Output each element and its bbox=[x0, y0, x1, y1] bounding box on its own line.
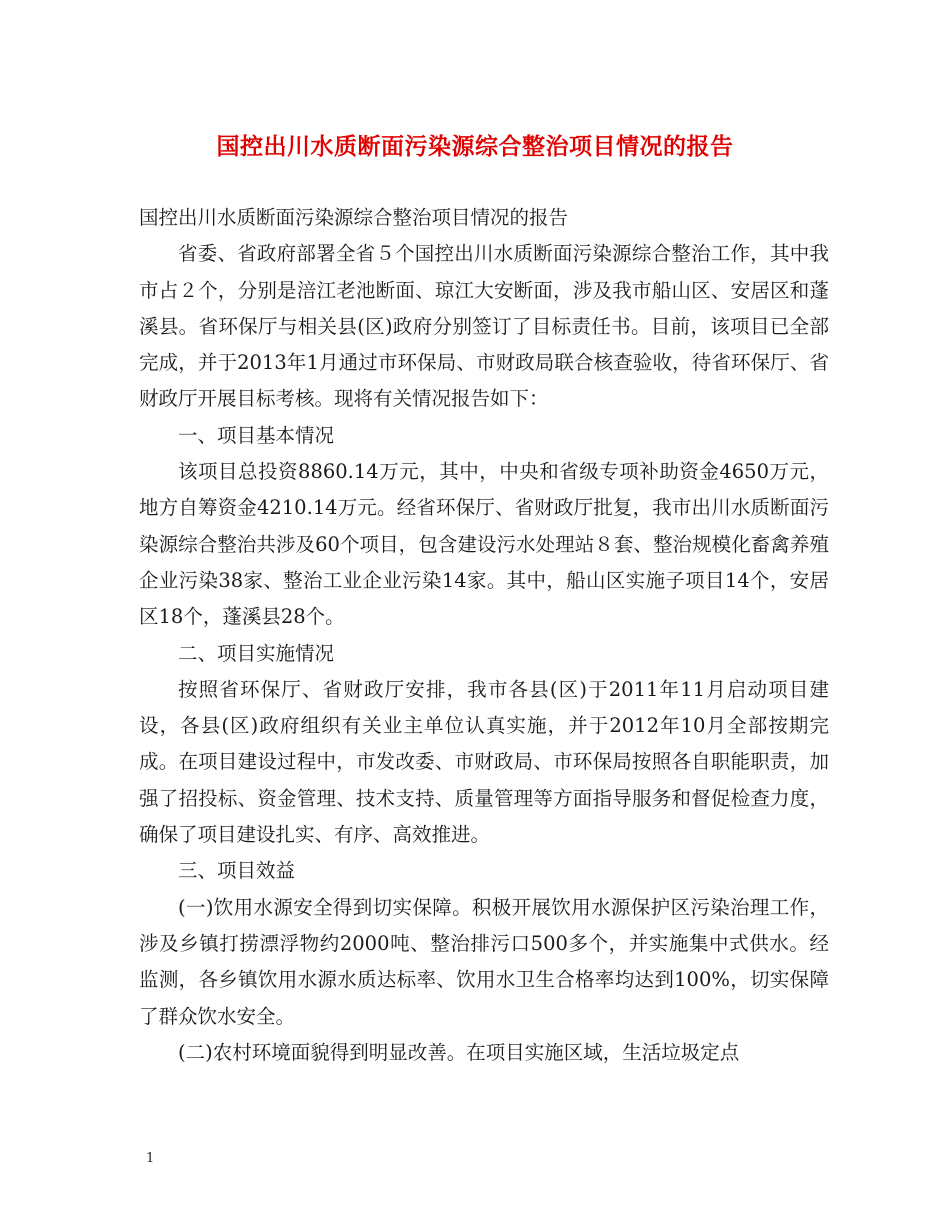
paragraph: (一)饮用水源安全得到切实保障。积极开展饮用水源保护区污染治理工作，涉及乡镇打捞漂浮物约2000吨、整治排污口500多个，并实施集中式供水。经监测，各乡镇饮用水源水质达标率、饮用水卫生合格率均达到100%，切实保障了群众饮水安全。 bbox=[139, 895, 829, 1028]
section-heading: 三、项目效益 bbox=[178, 859, 296, 883]
section-heading: 二、项目实施情况 bbox=[178, 641, 335, 665]
section-heading: 一、项目基本情况 bbox=[178, 423, 335, 447]
paragraph: 省委、省政府部署全省５个国控出川水质断面污染源综合整治工作，其中我市占２个，分别是涪江老池断面、琼江大安断面，涉及我市船山区、安居区和蓬溪县。省环保厅与相关县(区)政府分别签订了目标责任书。目前，该项目已全部完成，并于2013年1月通过市环保局、市财政局联合核查验收，待省环保厅、省财政厅开展目标考核。现将有关情况报告如下： bbox=[139, 242, 829, 411]
document-body bbox=[139, 200, 829, 1071]
page-number: 1 bbox=[146, 1151, 155, 1166]
document-title: 国控出川水质断面污染源综合整治项目情况的报告 bbox=[216, 133, 734, 160]
paragraph: 按照省环保厅、省财政厅安排，我市各县(区)于2011年11月启动项目建设，各县(区)政府组织有关业主单位认真实施，并于2012年10月全部按期完成。在项目建设过程中，市发改委、市财政局、市环保局按照各自职能职责，加强了招投标、资金管理、技术支持、质量管理等方面指导服务和督促检查力度，确保了项目建设扎实、有序、高效推进。 bbox=[139, 677, 829, 847]
paragraph-subtitle: 国控出川水质断面污染源综合整治项目情况的报告 bbox=[139, 206, 569, 229]
paragraph: 该项目总投资8860.14万元，其中，中央和省级专项补助资金4650万元，地方自筹资金4210.14万元。经省环保厅、省财政厅批复，我市出川水质断面污染源综合整治共涉及60个项目，包含建设污水处理站８套、整治规模化畜禽养殖企业污染38家、整治工业企业污染14家。其中，船山区实施子项目14个，安居区18个，蓬溪县28个。 bbox=[139, 460, 829, 629]
paragraph: (二)农村环境面貌得到明显改善。在项目实施区域，生活垃圾定点 bbox=[178, 1040, 740, 1064]
